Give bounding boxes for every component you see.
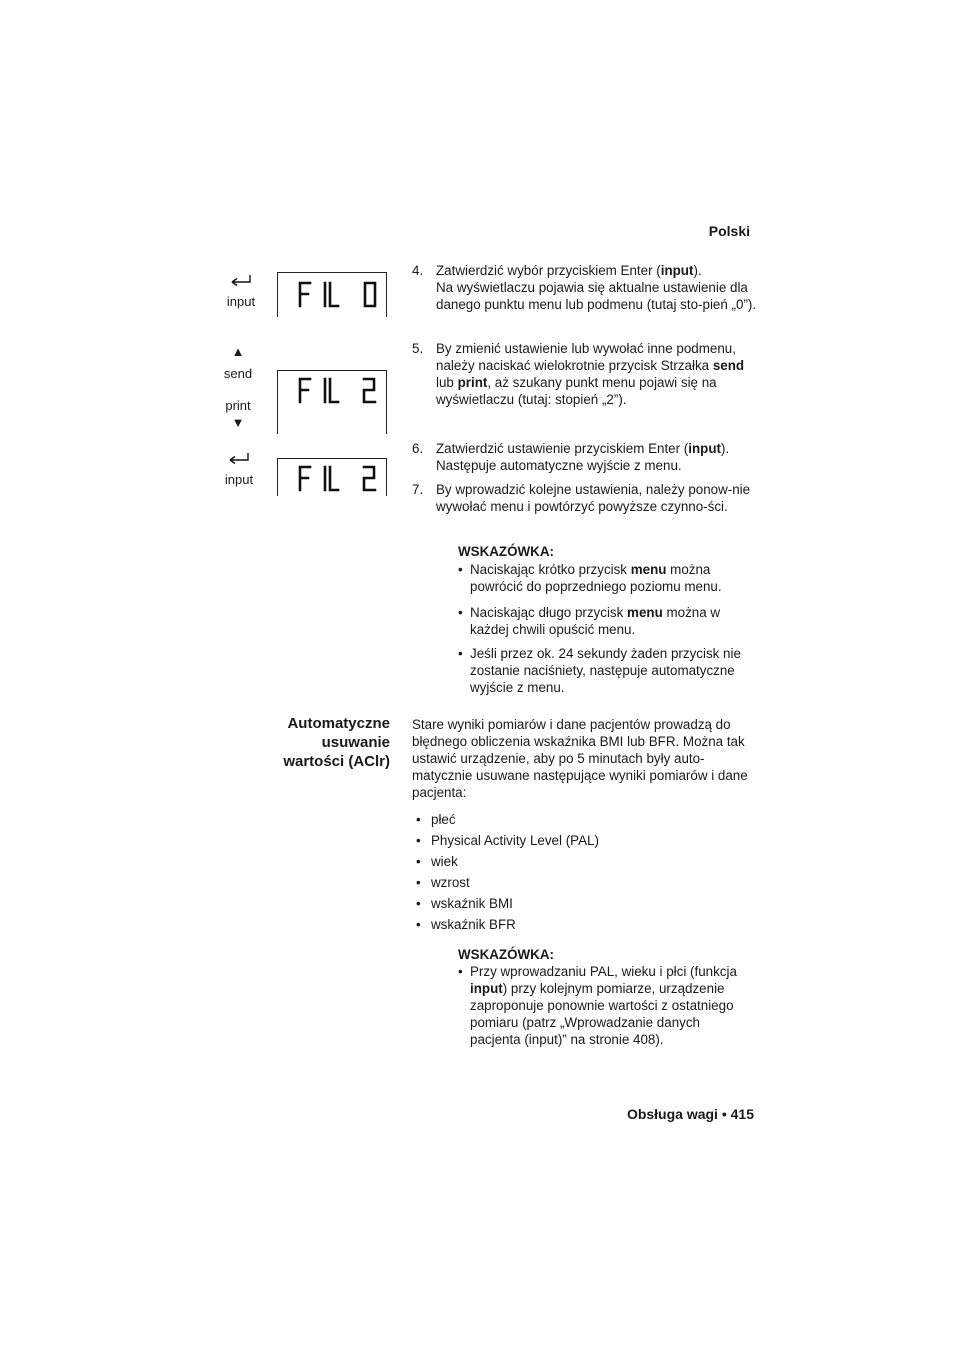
section-title-line: Automatyczne [287, 715, 390, 732]
send-key [213, 345, 263, 382]
list-item: • Physical Activity Level (PAL) [416, 833, 599, 848]
bullet-icon: • [416, 896, 421, 911]
bullet-icon: • [416, 854, 421, 869]
note-text: można w każdej chwili opuścić menu. [470, 605, 721, 637]
lcd-segments [278, 273, 386, 317]
step-text: lub [436, 375, 458, 390]
note-bullet [458, 604, 726, 638]
input-key-label: input [226, 294, 256, 309]
step-5 [412, 340, 757, 408]
step-text: , aż szukany punkt menu pojawi się na wyświetlaczu (tutaj: stopień „2”). [436, 375, 717, 407]
print-key [213, 397, 263, 430]
bullet-icon: • [458, 646, 463, 661]
enter-icon [214, 450, 264, 466]
language-label: Polski [708, 223, 750, 239]
step-number: 5. [412, 341, 424, 356]
list-item: • płeć [416, 812, 456, 827]
enter-icon [216, 272, 266, 288]
note-text: można powrócić do poprzedniego poziomu menu. [470, 562, 722, 594]
bullet-icon: • [416, 875, 421, 890]
note-text: Naciskając długo przycisk [470, 605, 628, 620]
page-footer: Obsługa wagi • 415 [626, 1106, 754, 1122]
lcd-display-1 [277, 272, 387, 317]
note-text: Przy wprowadzaniu PAL, wieku i płci (funkcja [470, 964, 737, 979]
bullet-icon: • [416, 917, 421, 932]
bullet-icon: • [416, 812, 421, 827]
step-text: ). [693, 263, 702, 278]
input-key-1 [216, 272, 266, 309]
list-item: • wskaźnik BMI [416, 896, 513, 911]
step-text: Na wyświetlaczu pojawia się aktualne ustawienie dla danego punktu menu lub podmenu (tutaj sto-pień „0”). [436, 280, 757, 312]
step-key: input [688, 441, 721, 456]
lcd-segments [278, 459, 386, 497]
step-7 [412, 481, 757, 515]
note-heading: WSKAZÓWKA: [458, 544, 554, 559]
bullet-icon: • [416, 833, 421, 848]
bullet-icon: • [458, 964, 463, 979]
section-title-line: wartości (AClr) [283, 753, 390, 770]
step-key: send [712, 358, 745, 373]
step-text: By wprowadzić kolejne ustawienia, należy ponow-nie wywołać menu i powtórzyć powyższe czynno-ści. [436, 482, 751, 514]
step-key: input [660, 263, 694, 278]
note-text: Jeśli przez ok. 24 sekundy żaden przycisk nie zostanie naciśniety, następuje automatyczne wyjście z menu. [470, 646, 741, 695]
note-heading: WSKAZÓWKA: [458, 947, 554, 962]
arrow-up-icon: ▲ [231, 344, 245, 359]
send-key-label: send [223, 366, 253, 381]
lcd-display-3 [277, 458, 387, 496]
step-4 [412, 262, 757, 313]
step-number: 4. [412, 263, 424, 278]
step-text: Następuje automatyczne wyjście z menu. [436, 458, 682, 473]
input-key-label: input [224, 472, 254, 487]
list-item: • wzrost [416, 875, 470, 890]
step-number: 6. [412, 441, 424, 456]
bullet-icon: • [458, 562, 463, 577]
note-bullet [458, 561, 756, 595]
step-text: Zatwierdzić wybór przyciskiem Enter ( [436, 263, 661, 278]
step-key: print [457, 375, 488, 390]
note-bullet [458, 963, 754, 1048]
arrow-down-icon: ▼ [231, 415, 245, 430]
section-paragraph: Stare wyniki pomiarów i dane pacjentów prowadzą do błędnego obliczenia wskaźnika BMI lub BFR. Można tak ustawić urządzenie, aby po 5 minutach były auto-matycznie usuwane następujące wyniki pomiarów i dane pacjenta: [412, 717, 748, 800]
note-text: ) przy kolejnym pomiarze, urządzenie zaproponuje ponownie wartości z ostatniego pomiaru (patrz „Wprowadzanie danych pacjenta (input)” na stronie 408). [470, 981, 734, 1047]
step-text: ). [720, 441, 730, 456]
step-6 [412, 440, 757, 474]
list-item: • wskaźnik BFR [416, 917, 516, 932]
lcd-segments [278, 371, 386, 415]
note-key: menu [627, 605, 663, 620]
note-key: menu [630, 562, 667, 577]
section-title-line: usuwanie [321, 734, 390, 751]
print-key-label: print [225, 398, 251, 413]
list-item: • wiek [416, 854, 458, 869]
step-number: 7. [412, 482, 424, 497]
lcd-display-2 [277, 370, 387, 434]
step-text: By zmienić ustawienie lub wywołać inne podmenu, należy naciskać wielokrotnie przycisk Strzałka [436, 341, 736, 373]
section-title [283, 714, 390, 771]
step-text: Zatwierdzić ustawienie przyciskiem Enter ( [436, 441, 689, 456]
note-bullet [458, 645, 758, 696]
bullet-icon: • [458, 605, 463, 620]
input-key-2 [214, 450, 264, 487]
note-key: input [470, 981, 503, 996]
note-text: Naciskając krótko przycisk [470, 562, 631, 577]
